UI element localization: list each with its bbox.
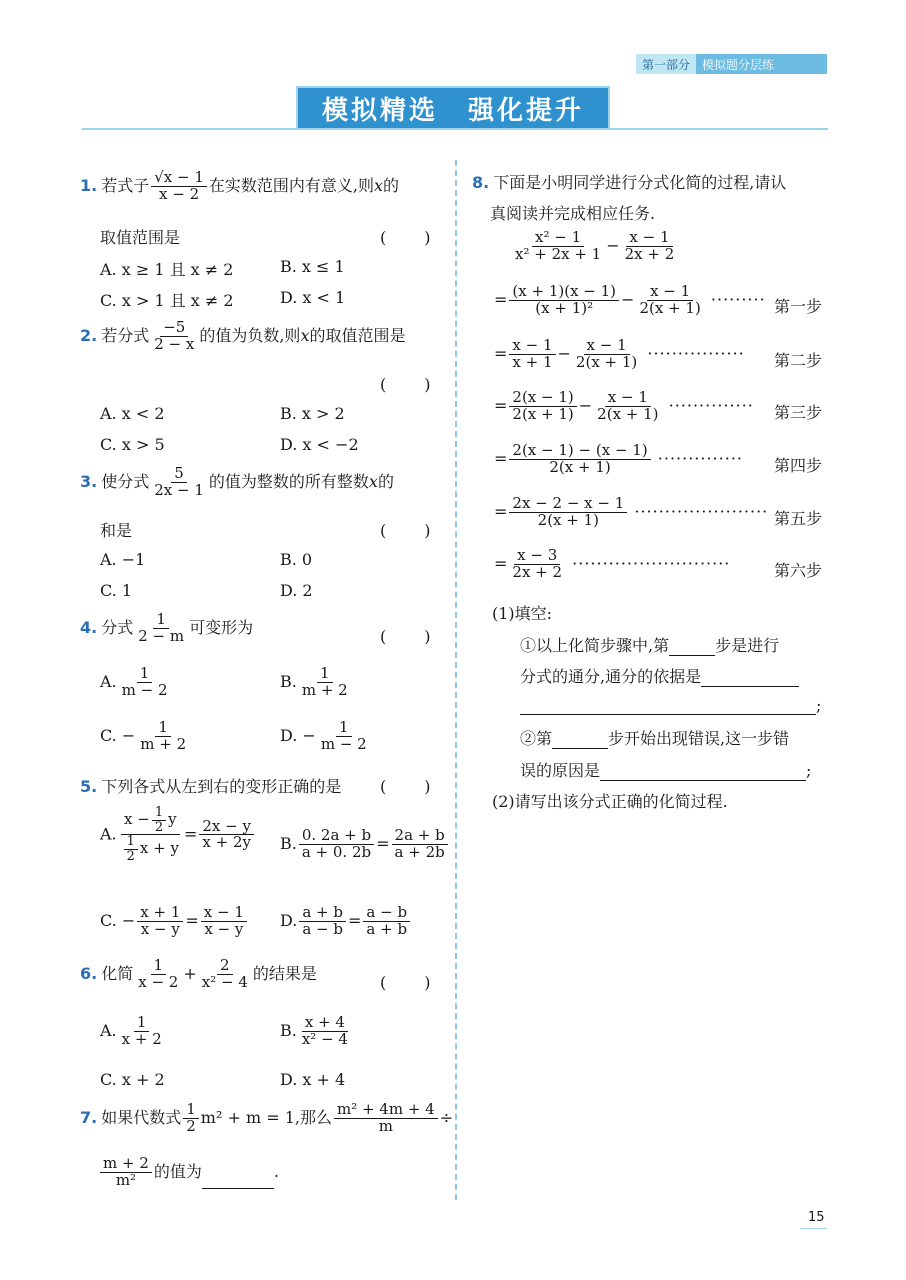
q1-option-a: A. x ≥ 1 且 x ≠ 2 — [100, 260, 234, 279]
page-number: 15 — [808, 1210, 825, 1225]
q8-basis-blank[interactable] — [701, 686, 799, 687]
q6-answer-paren[interactable]: ( ) — [380, 973, 433, 992]
q5-option-d: D. $\frac{a + b}{a - b}$ = $\frac{a - b}{a + b}$ — [280, 905, 412, 938]
q2-option-c: C. x > 5 — [100, 435, 165, 454]
q1-line2: 取值范围是 — [100, 228, 181, 247]
q8-step-5: = $\frac{2x - 2 - x - 1}{2(x + 1)}$ ······················ — [494, 494, 769, 529]
q1-option-b: B. x ≤ 1 — [280, 257, 345, 276]
q8-step-4: = $\frac{2(x - 1) - (x - 1)}{2(x + 1)}$ ·············· — [494, 441, 743, 476]
q1-answer-paren[interactable]: ( ) — [380, 228, 433, 247]
header-rule — [82, 128, 828, 130]
section-label — [636, 54, 827, 74]
q8-part1-line5: 误的原因是 ; — [520, 761, 812, 780]
q6-option-a: A. $\frac{1}{x + 2}$ — [100, 1013, 162, 1048]
q8-part1-line1: ①以上化简步骤中,第 步是进行 — [520, 636, 780, 655]
q8-step-blank-2[interactable] — [552, 748, 608, 749]
q8-step-1: = $\frac{(x + 1)(x - 1)}{\text{(x + 1)²}}$ − $\frac{x - 1}{2(x + 1)}$ ········· — [494, 282, 766, 317]
q5-option-a: A. x − $\frac{1}{2}$ y $\frac{1}{2}$ x + y = $\frac{2x - y}{x + 2y}$ — [100, 806, 256, 864]
q6-option-c: C. x + 2 — [100, 1070, 165, 1089]
q1-option-c: C. x > 1 且 x ≠ 2 — [100, 291, 234, 310]
q1-option-d: D. x < 1 — [280, 288, 346, 307]
q4-answer-paren[interactable]: ( ) — [380, 627, 433, 646]
q8-step-blank-1[interactable] — [669, 655, 715, 656]
q2-option-d: D. x < −2 — [280, 435, 359, 454]
q8-step-1-label: 第一步 — [774, 297, 823, 316]
title-banner — [296, 86, 610, 130]
q5-answer-paren[interactable]: ( ) — [380, 777, 433, 796]
q5-stem: 5. 下列各式从左到右的变形正确的是 — [80, 777, 342, 796]
q8-step-3: = $\frac{2(x - 1)}{2(x + 1)}$ − $\frac{x - 1}{2(x + 1)}$ ·············· — [494, 388, 754, 423]
q8-step-6-label: 第六步 — [774, 561, 823, 580]
banner-left: 模拟精选 — [321, 95, 438, 126]
q8-part1-title: (1)填空: — [492, 604, 553, 623]
q8-line2: 真阅读并完成相应任务. — [490, 204, 656, 223]
q7-stem: 7. 如果代数式 $\frac{1}{2}$ m² + m = 1,那么 $\frac{\text{m² + 4m + 4}}{m}$ ÷ — [80, 1100, 454, 1135]
q7-answer-blank[interactable] — [202, 1188, 274, 1189]
q3-option-c: C. 1 — [100, 581, 133, 600]
q8-line1: 8. 下面是小明同学进行分式化简的过程,请认 — [472, 173, 787, 192]
q6-stem: 6. 化简 $\frac{1}{x - 2}$ + $\frac{2}{\text{x² − 4}}$ 的结果是 — [80, 956, 317, 991]
q8-reason-blank[interactable] — [600, 780, 806, 781]
q5-option-b: B. $\frac{0. 2a + b}{a + 0. 2b}$ = $\frac{2a + b}{a + 2b}$ — [280, 828, 450, 861]
q2-answer-paren[interactable]: ( ) — [380, 375, 433, 394]
q8-step-5-label: 第五步 — [774, 509, 823, 528]
q6-option-d: D. x + 4 — [280, 1070, 346, 1089]
q4-option-a: A. $\frac{1}{m - 2}$ — [100, 664, 168, 699]
q8-step-3-label: 第三步 — [774, 403, 823, 422]
q8-step-2: = $\frac{x - 1}{x + 1}$ − $\frac{x - 1}{2(x + 1)}$ ················ — [494, 336, 745, 371]
q3-line2: 和是 — [100, 521, 133, 540]
q4-option-c: C. − $\frac{1}{m + 2}$ — [100, 718, 187, 753]
q8-step-2-label: 第二步 — [774, 351, 823, 370]
column-divider — [455, 160, 457, 1200]
section-title: 模拟题分层练 — [696, 54, 827, 74]
q4-option-d: D. − $\frac{1}{m - 2}$ — [280, 718, 367, 753]
q8-part1-line2: 分式的通分,通分的依据是 — [520, 664, 799, 687]
q3-option-d: D. 2 — [280, 581, 313, 600]
q1-stem: 1. 若式子 $\frac{√x - 1}{x - 2}$ 在实数范围内有意义,则x的 — [80, 168, 400, 203]
q3-answer-paren[interactable]: ( ) — [380, 521, 433, 540]
q3-option-b: B. 0 — [280, 550, 313, 569]
q2-option-a: A. x < 2 — [100, 404, 165, 423]
q8-step-6: = $\frac{x - 3}{2x + 2}$ ·························· — [494, 546, 731, 581]
q8-basis-blank-cont[interactable] — [520, 714, 816, 715]
part-label: 第一部分 — [636, 54, 696, 74]
q8-step-4-label: 第四步 — [774, 456, 823, 475]
q4-option-b: B. $\frac{1}{m + 2}$ — [280, 664, 348, 699]
q5-option-c: C. − $\frac{x + 1}{x - y}$ = $\frac{x - 1}{x - y}$ — [100, 905, 249, 938]
q2-option-b: B. x > 2 — [280, 404, 345, 423]
q8-part1-line3: ; — [520, 696, 821, 715]
q8-step-0: $\frac{\text{x² − 1}}{\text{x² + 2x + 1}}$ − $\frac{x - 1}{2x + 2}$ — [515, 228, 675, 263]
q4-stem: 4. 分式 $\frac{1}{2 - m}$ 可变形为 — [80, 610, 254, 645]
q6-option-b: B. $\frac{x + 4}{\text{x² − 4}}$ — [280, 1013, 348, 1048]
q2-stem: 2. 若分式 $\frac{-5}{2 - x}$ 的值为负数,则x的取值范围是 — [80, 318, 406, 353]
page-number-rule — [800, 1228, 826, 1229]
q3-option-a: A. −1 — [100, 550, 146, 569]
q3-stem: 3. 使分式 $\frac{5}{2x - 1}$ 的值为整数的所有整数x的 — [80, 464, 394, 499]
q8-part2: (2)请写出该分式正确的化简过程. — [492, 792, 728, 811]
q7-line2: $\frac{m + 2}{\text{m²}}$ 的值为 . — [98, 1156, 279, 1189]
q8-part1-line4: ②第 步开始出现错误,这一步错 — [520, 729, 790, 748]
banner-right: 强化提升 — [468, 95, 585, 126]
